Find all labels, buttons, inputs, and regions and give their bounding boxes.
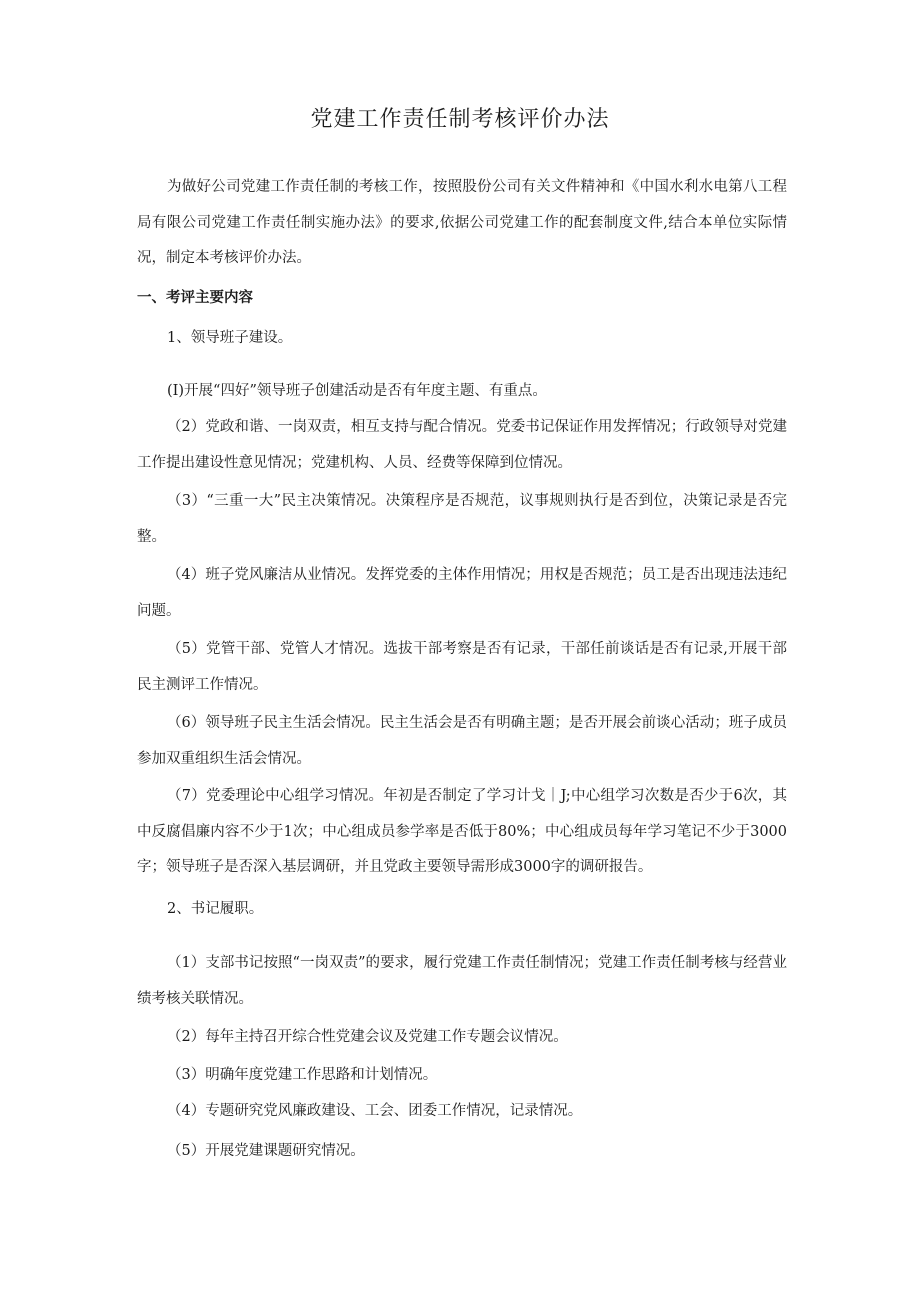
list-item: （5）党管干部、党管人才情况。选拔干部考察是否有记录，干部任前谈话是否有记录,开展干部民主测评工作情况。	[137, 641, 787, 693]
list-item: （2）每年主持召开综合性党建会议及党建工作专题会议情况。	[167, 1029, 568, 1045]
document-title: 党建工作责任制考核评价办法	[310, 107, 610, 132]
list-item: (I)开展“四好”领导班子创建活动是否有年度主题、有重点。	[167, 383, 547, 399]
list-item: （4）班子党风廉洁从业情况。发挥党委的主体作用情况；用权是否规范；员工是否出现违法违纪问题。	[137, 567, 787, 619]
list-item: （1）支部书记按照“一岗双责”的要求，履行党建工作责任制情况；党建工作责任制考核与经营业绩考核关联情况。	[137, 955, 787, 1007]
list-item: （7）党委理论中心组学习情况。年初是否制定了学习计戈｜J;中心组学习次数是否少于6次，其中反腐倡廉内容不少于1次；中心组成员参学率是否低于80%；中心组成员每年学习笔记不少于3000字；领导班子是否深入基层调研，并且党政主要领导需形成3000字的调研报告。	[137, 788, 787, 875]
list-item: （3）明确年度党建工作思路和计划情况。	[167, 1067, 438, 1083]
intro-paragraph: 为做好公司党建工作责任制的考核工作，按照股份公司有关文件精神和《中国水利水电第八工程局有限公司党建工作责任制实施办法》的要求,依据公司党建工作的配套制度文件,结合本单位实际情况，制定本考核评价办法。	[137, 179, 787, 266]
subsection-label-2: 2、书记履职。	[167, 901, 264, 917]
list-item: （5）开展党建课题研究情况。	[167, 1143, 365, 1159]
list-item: （3）“三重一大”民主决策情况。决策程序是否规范，议事规则执行是否到位，决策记录是否完整。	[137, 493, 787, 545]
list-item: （4）专题研究党风廉政建设、工会、团委工作情况，记录情况。	[167, 1103, 583, 1119]
subsection-label-1: 1、领导班子建设。	[167, 330, 293, 346]
list-item: （2）党政和谐、一岗双责，相互支持与配合情况。党委书记保证作用发挥情况；行政领导对党建工作提出建设性意见情况；党建机构、人员、经费等保障到位情况。	[137, 419, 787, 471]
section-heading-1: 一、考评主要内容	[137, 290, 253, 306]
list-item: （6）领导班子民主生活会情况。民主生活会是否有明确主题；是否开展会前谈心活动；班子成员参加双重组织生活会情况。	[137, 715, 787, 767]
